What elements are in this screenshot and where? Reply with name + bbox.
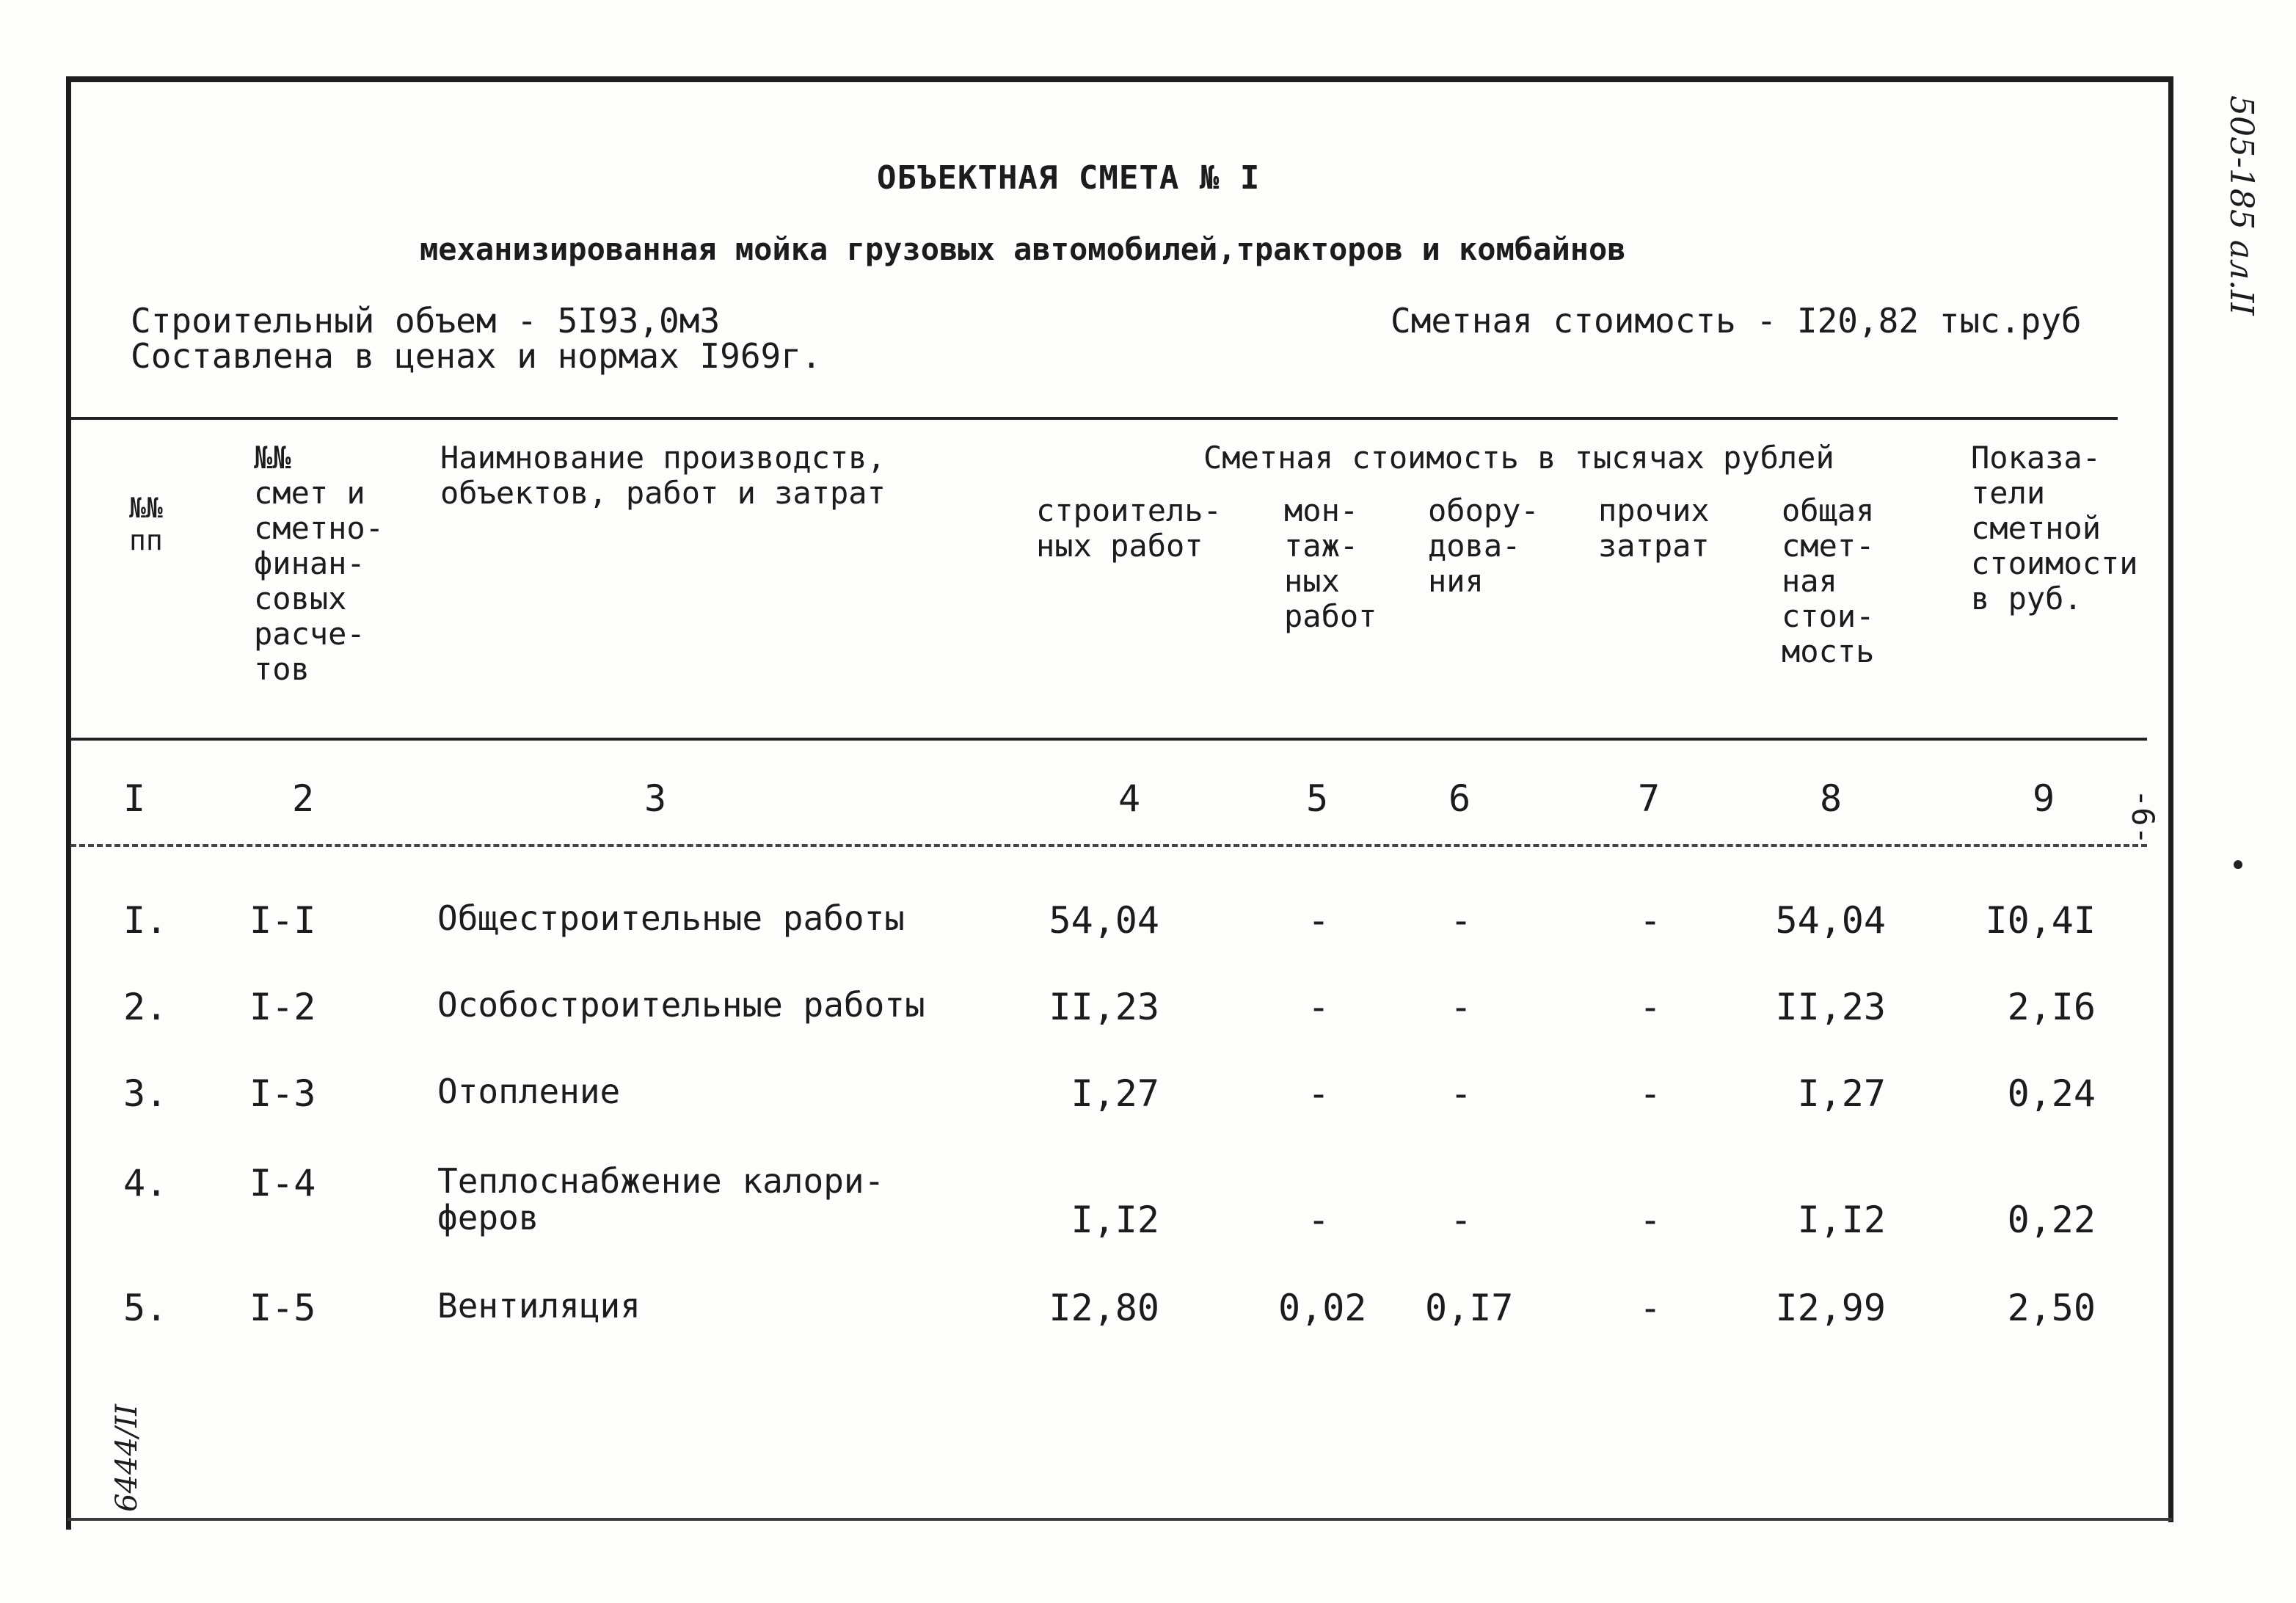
- header-bottom-rule: [70, 738, 2147, 741]
- total-cost: I2,99: [1775, 1287, 1886, 1329]
- estimate-code: I-I: [249, 899, 316, 942]
- header-total: общая смет- ная стои- мость: [1782, 492, 1875, 669]
- header-estimate-code: №№ смет и сметно- финан- совых расче- тов: [254, 440, 385, 687]
- total-cost: I,27: [1797, 1072, 1886, 1115]
- cost-indicator: I0,4I: [1985, 899, 2096, 942]
- prices-basis: Составлена в ценах и нормах I969г.: [131, 336, 822, 376]
- installation-cost: -: [1308, 1199, 1330, 1241]
- frame-left-border: [66, 76, 71, 1530]
- installation-cost: -: [1308, 986, 1330, 1028]
- construction-cost: I,I2: [1071, 1199, 1159, 1241]
- column-number: 4: [1118, 777, 1141, 820]
- cost-indicator: 0,24: [2007, 1072, 2096, 1115]
- frame-bottom-border: [68, 1518, 2172, 1521]
- header-equipment: обору- дова- ния: [1428, 492, 1539, 599]
- installation-cost: 0,02: [1278, 1287, 1367, 1329]
- equipment-cost: -: [1450, 986, 1473, 1028]
- column-number-rule: [70, 844, 2147, 847]
- frame-right-border: [2168, 76, 2173, 1522]
- row-number: 5.: [123, 1287, 168, 1329]
- other-cost: -: [1639, 1287, 1662, 1329]
- header-row-number: №№ пп: [129, 492, 163, 556]
- stray-mark: [2234, 860, 2242, 869]
- item-name: Вентиляция: [437, 1286, 641, 1326]
- estimate-code: I-4: [249, 1162, 316, 1204]
- equipment-cost: -: [1450, 1072, 1473, 1115]
- margin-note-left: 6444/II: [110, 1404, 144, 1512]
- row-number: I.: [123, 899, 168, 942]
- header-installation: мон- таж- ных работ: [1284, 492, 1377, 634]
- construction-cost: I,27: [1071, 1072, 1159, 1115]
- construction-cost: II,23: [1049, 986, 1159, 1028]
- construction-cost: I2,80: [1049, 1287, 1159, 1329]
- installation-cost: -: [1308, 1072, 1330, 1115]
- header-construction: строитель- ных работ: [1036, 492, 1222, 564]
- column-number: 9: [2033, 777, 2055, 820]
- frame-top-border: [68, 76, 2172, 82]
- header-cost-group: Сметная стоимость в тысячах рублей: [1203, 440, 1834, 476]
- header-top-rule: [70, 417, 2118, 420]
- header-other: прочих затрат: [1598, 492, 1710, 564]
- item-name: Общестроительные работы: [437, 898, 905, 938]
- estimated-cost: Сметная стоимость - I20,82 тыс.руб: [1391, 301, 2082, 341]
- estimate-code: I-5: [249, 1287, 316, 1329]
- margin-note-right: 505-185 ал.II: [2223, 95, 2260, 316]
- column-number: 3: [644, 777, 667, 820]
- document-subtitle: механизированная мойка грузовых автомобилей,тракторов и комбайнов: [420, 231, 1626, 267]
- total-cost: 54,04: [1775, 899, 1886, 942]
- item-name: Теплоснабжение калори- феров: [437, 1161, 885, 1237]
- equipment-cost: -: [1450, 899, 1473, 942]
- installation-cost: -: [1308, 899, 1330, 942]
- total-cost: II,23: [1775, 986, 1886, 1028]
- item-name: Отопление: [437, 1072, 621, 1111]
- column-number: 6: [1448, 777, 1471, 820]
- column-number: 5: [1306, 777, 1329, 820]
- building-volume: Строительный объем - 5I93,0м3: [131, 301, 721, 341]
- header-indicator: Показа- тели сметной стоимости в руб.: [1971, 440, 2138, 617]
- page-number: -6-: [2125, 789, 2161, 845]
- column-number: 2: [292, 777, 315, 820]
- row-number: 3.: [123, 1072, 168, 1115]
- column-number: I: [123, 777, 146, 820]
- total-cost: I,I2: [1797, 1199, 1886, 1241]
- estimate-code: I-3: [249, 1072, 316, 1115]
- row-number: 4.: [123, 1162, 168, 1204]
- construction-cost: 54,04: [1049, 899, 1159, 942]
- cost-indicator: 2,I6: [2007, 986, 2096, 1028]
- cost-indicator: 0,22: [2007, 1199, 2096, 1241]
- equipment-cost: 0,I7: [1425, 1287, 1514, 1329]
- column-number: 7: [1638, 777, 1661, 820]
- equipment-cost: -: [1450, 1199, 1473, 1241]
- other-cost: -: [1639, 1072, 1662, 1115]
- estimate-code: I-2: [249, 986, 316, 1028]
- column-number: 8: [1820, 777, 1843, 820]
- other-cost: -: [1639, 986, 1662, 1028]
- other-cost: -: [1639, 1199, 1662, 1241]
- row-number: 2.: [123, 986, 168, 1028]
- item-name: Особостроительные работы: [437, 985, 925, 1025]
- document-title: ОБЪЕКТНАЯ СМЕТА № I: [877, 159, 1261, 197]
- cost-indicator: 2,50: [2007, 1287, 2096, 1329]
- header-item-name: Наимнование производств, объектов, работ и затрат: [440, 440, 886, 511]
- other-cost: -: [1639, 899, 1662, 942]
